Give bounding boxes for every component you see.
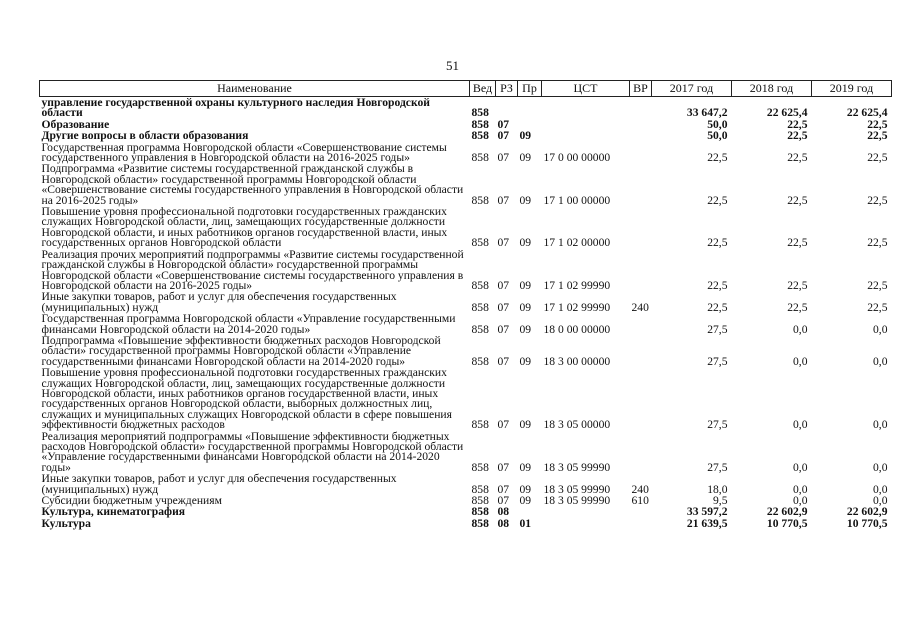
row-vr: [630, 367, 652, 430]
table-row: [40, 506, 892, 517]
row-2017: 22,5: [707, 278, 728, 292]
row-name: Реализация мероприятий подпрограммы «Повышение эффективности бюджетных расходов Новгородской области» государственной программы Новгородской области «Управление государственными финансами Новгородской области на 2014-2020 годы»: [41, 429, 464, 474]
row-vr: 240: [631, 300, 649, 314]
row-2019: 22,5: [867, 151, 888, 165]
row-rz: 08: [497, 516, 510, 530]
row-rz: 07: [497, 418, 510, 432]
row-2017: 50,0: [707, 129, 728, 143]
row-2019: 22,5: [867, 117, 888, 131]
row-2017: 22,5: [707, 193, 728, 207]
row-2019: 22 625,4: [846, 106, 888, 120]
row-2019: 0,0: [873, 494, 888, 508]
table-row: [40, 163, 892, 206]
row-2019: 22,5: [867, 300, 888, 314]
row-2019: 10 770,5: [846, 516, 888, 530]
row-cst: [542, 97, 630, 119]
table-row: [40, 249, 892, 292]
row-cst: [542, 518, 630, 529]
table-row: [40, 130, 892, 141]
row-cst: 18 3 00 00000: [543, 354, 611, 368]
row-ved: 858: [471, 460, 489, 474]
row-2018: 0,0: [793, 460, 808, 474]
row-2019: 0,0: [873, 354, 888, 368]
row-2017: 27,5: [707, 322, 728, 336]
row-ved: 858: [471, 106, 489, 120]
row-2018: 0,0: [793, 354, 808, 368]
table-row: [40, 291, 892, 313]
row-2018: 22,5: [787, 193, 808, 207]
row-vr: [630, 313, 652, 335]
row-cst: 18 3 05 99990: [543, 460, 611, 474]
row-vr: [630, 163, 652, 206]
row-2017: 27,5: [707, 354, 728, 368]
row-pr: 09: [519, 129, 532, 143]
row-ved: 858: [471, 494, 489, 508]
budget-table: [39, 80, 892, 529]
row-name: Повышение уровня профессиональной подготовки государственных гражданских служащих Новгородской области, лиц, замещающих государственные должности Новгородской области, иных работников органов государственной власти, иных государственных органов Новгородской области, выборных должностных лиц, служащих и муниципальных служащих Новгородской области в сфере повышения эффективности бюджетных расходов: [41, 366, 452, 432]
table-row: [40, 367, 892, 430]
row-name: Реализация прочих мероприятий подпрограммы «Развитие системы государственной гражданской службы в Новгородской области» государственной программы Новгородской области «Совершенствование системы государственного управления в Новгородской области на 2016-2025 годы»: [41, 247, 464, 292]
row-pr: 09: [519, 300, 532, 314]
row-vr: [630, 97, 652, 119]
header-cst: ЦСТ: [542, 81, 630, 97]
row-pr: 09: [519, 236, 532, 250]
page-number: 51: [446, 58, 459, 73]
row-ved: 858: [471, 236, 489, 250]
row-vr: [630, 142, 652, 164]
row-cst: 17 1 02 99990: [543, 300, 611, 314]
table-row: [40, 518, 892, 529]
row-2019: 22,5: [867, 193, 888, 207]
header-vr: ВР: [630, 81, 652, 97]
row-2017: 33 647,2: [686, 106, 728, 120]
row-cst: [542, 506, 630, 517]
row-cst: 18 0 00 00000: [543, 322, 611, 336]
row-rz: 07: [497, 494, 510, 508]
row-rz: 07: [497, 193, 510, 207]
header-2019: 2019 год: [812, 81, 892, 97]
row-2019: 0,0: [873, 418, 888, 432]
row-pr: 09: [519, 354, 532, 368]
row-2018: 0,0: [793, 322, 808, 336]
row-2019: 0,0: [873, 482, 888, 496]
row-pr: [518, 97, 542, 119]
row-2017: 21 639,5: [686, 516, 728, 530]
row-ved: 858: [471, 117, 489, 131]
row-2017: 18,0: [707, 482, 728, 496]
header-name: Наименование: [40, 81, 470, 97]
row-rz: 07: [497, 460, 510, 474]
row-pr: 09: [519, 418, 532, 432]
row-pr: 09: [519, 278, 532, 292]
row-2017: 27,5: [707, 460, 728, 474]
table-row: [40, 473, 892, 495]
row-name: Подпрограмма «Повышение эффективности бюджетных расходов Новгородской области» государственной программы Новгородской области «Управление государственными финансами Новгородской области на 2014-2020 годы»: [41, 333, 441, 368]
row-2019: 0,0: [873, 460, 888, 474]
row-vr: [630, 119, 652, 130]
row-2018: 22 602,9: [766, 505, 808, 519]
row-rz: 07: [497, 482, 510, 496]
row-pr: 01: [519, 516, 532, 530]
row-2018: 22 625,4: [766, 106, 808, 120]
row-cst: 17 1 02 99990: [543, 278, 611, 292]
row-2018: 0,0: [793, 494, 808, 508]
row-rz: [496, 97, 518, 119]
table-row: [40, 431, 892, 474]
row-cst: 18 3 05 99990: [543, 494, 611, 508]
row-ved: 858: [471, 129, 489, 143]
row-ved: 858: [471, 505, 489, 519]
row-2019: 22,5: [867, 278, 888, 292]
row-vr: [630, 130, 652, 141]
row-ved: 858: [471, 354, 489, 368]
row-2017: 9,5: [713, 494, 728, 508]
row-ved: 858: [471, 151, 489, 165]
row-2017: 50,0: [707, 117, 728, 131]
row-vr: [630, 431, 652, 474]
row-2018: 22,5: [787, 278, 808, 292]
row-2018: 0,0: [793, 418, 808, 432]
table-row: [40, 335, 892, 367]
row-pr: 09: [519, 322, 532, 336]
row-rz: 07: [497, 354, 510, 368]
table-row: [40, 206, 892, 249]
row-ved: 858: [471, 278, 489, 292]
row-2017: 22,5: [707, 236, 728, 250]
row-name: Образование: [41, 117, 110, 131]
header-pr: Пр: [518, 81, 542, 97]
row-cst: 18 3 05 00000: [543, 418, 611, 432]
row-ved: 858: [471, 300, 489, 314]
row-pr: 09: [519, 193, 532, 207]
row-vr: 610: [631, 494, 649, 508]
row-2017: 27,5: [707, 418, 728, 432]
row-vr: [630, 506, 652, 517]
row-cst: 18 3 05 99990: [543, 482, 611, 496]
header-2017: 2017 год: [652, 81, 732, 97]
row-name: Государственная программа Новгородской области «Управление государственными финансами Новгородской области на 2014-2020 годы»: [41, 312, 456, 336]
row-name: управление государственной охраны культурного наследия Новгородской области: [41, 96, 430, 120]
row-name: Культура: [41, 516, 91, 530]
row-name: Культура, кинематография: [41, 505, 186, 519]
row-2019: 22,5: [867, 129, 888, 143]
row-ved: 858: [471, 322, 489, 336]
row-vr: 240: [631, 482, 649, 496]
row-2018: 22,5: [787, 117, 808, 131]
row-2018: 22,5: [787, 129, 808, 143]
row-vr: [630, 249, 652, 292]
row-rz: 07: [497, 278, 510, 292]
row-pr: 09: [519, 151, 532, 165]
row-name: Повышение уровня профессиональной подготовки государственных гражданских служащих Новгородской области, лиц, замещающих государственные должности Новгородской области, и иных работников органов государственной власти, иных государственных органов Новгородской области: [41, 205, 448, 250]
row-2017: 22,5: [707, 300, 728, 314]
table-header-row: [40, 81, 892, 97]
row-pr: 09: [519, 494, 532, 508]
row-2017: 33 597,2: [686, 505, 728, 519]
row-cst: 17 1 00 00000: [543, 193, 611, 207]
row-pr: 09: [519, 482, 532, 496]
row-2018: 22,5: [787, 236, 808, 250]
table-row: [40, 313, 892, 335]
row-rz: 07: [497, 322, 510, 336]
row-name: Другие вопросы в области образования: [41, 129, 249, 143]
header-ved: Вед: [470, 81, 496, 97]
row-name: Подпрограмма «Развитие системы государственной гражданской службы в Новгородской области» государственной программы Новгородской области «Совершенствование системы государственного управления в Новгородской области на 2016-2025 годы»: [41, 162, 464, 207]
row-vr: [630, 335, 652, 367]
row-name: Государственная программа Новгородской области «Совершенствование системы государственного управления в Новгородской области на 2016-2025 годы»: [41, 140, 447, 165]
row-2018: 0,0: [793, 482, 808, 496]
row-ved: 858: [471, 482, 489, 496]
row-2018: 22,5: [787, 151, 808, 165]
row-ved: 858: [471, 193, 489, 207]
row-2019: 0,0: [873, 322, 888, 336]
row-2019: 22 602,9: [846, 505, 888, 519]
table-row: [40, 97, 892, 119]
row-cst: 17 0 00 00000: [543, 151, 611, 165]
row-vr: [630, 518, 652, 529]
row-name: Субсидии бюджетным учреждениям: [41, 494, 222, 508]
row-rz: 07: [497, 151, 510, 165]
row-pr: 09: [519, 460, 532, 474]
header-2018: 2018 год: [732, 81, 812, 97]
row-2018: 10 770,5: [766, 516, 808, 530]
header-rz: РЗ: [496, 81, 518, 97]
row-name: Иные закупки товаров, работ и услуг для обеспечения государственных (муниципальных) нужд: [41, 472, 397, 496]
row-rz: 07: [497, 300, 510, 314]
row-cst: [542, 130, 630, 141]
row-cst: 17 1 02 00000: [543, 236, 611, 250]
row-2018: 22,5: [787, 300, 808, 314]
row-rz: 07: [497, 117, 510, 131]
row-rz: 07: [497, 129, 510, 143]
row-rz: 08: [497, 505, 510, 519]
row-2017: 22,5: [707, 151, 728, 165]
row-ved: 858: [471, 418, 489, 432]
table-row: [40, 142, 892, 164]
row-2019: 22,5: [867, 236, 888, 250]
row-rz: 07: [497, 236, 510, 250]
row-name: Иные закупки товаров, работ и услуг для обеспечения государственных (муниципальных) нужд: [41, 290, 397, 314]
row-cst: [542, 119, 630, 130]
row-ved: 858: [471, 516, 489, 530]
row-vr: [630, 206, 652, 249]
